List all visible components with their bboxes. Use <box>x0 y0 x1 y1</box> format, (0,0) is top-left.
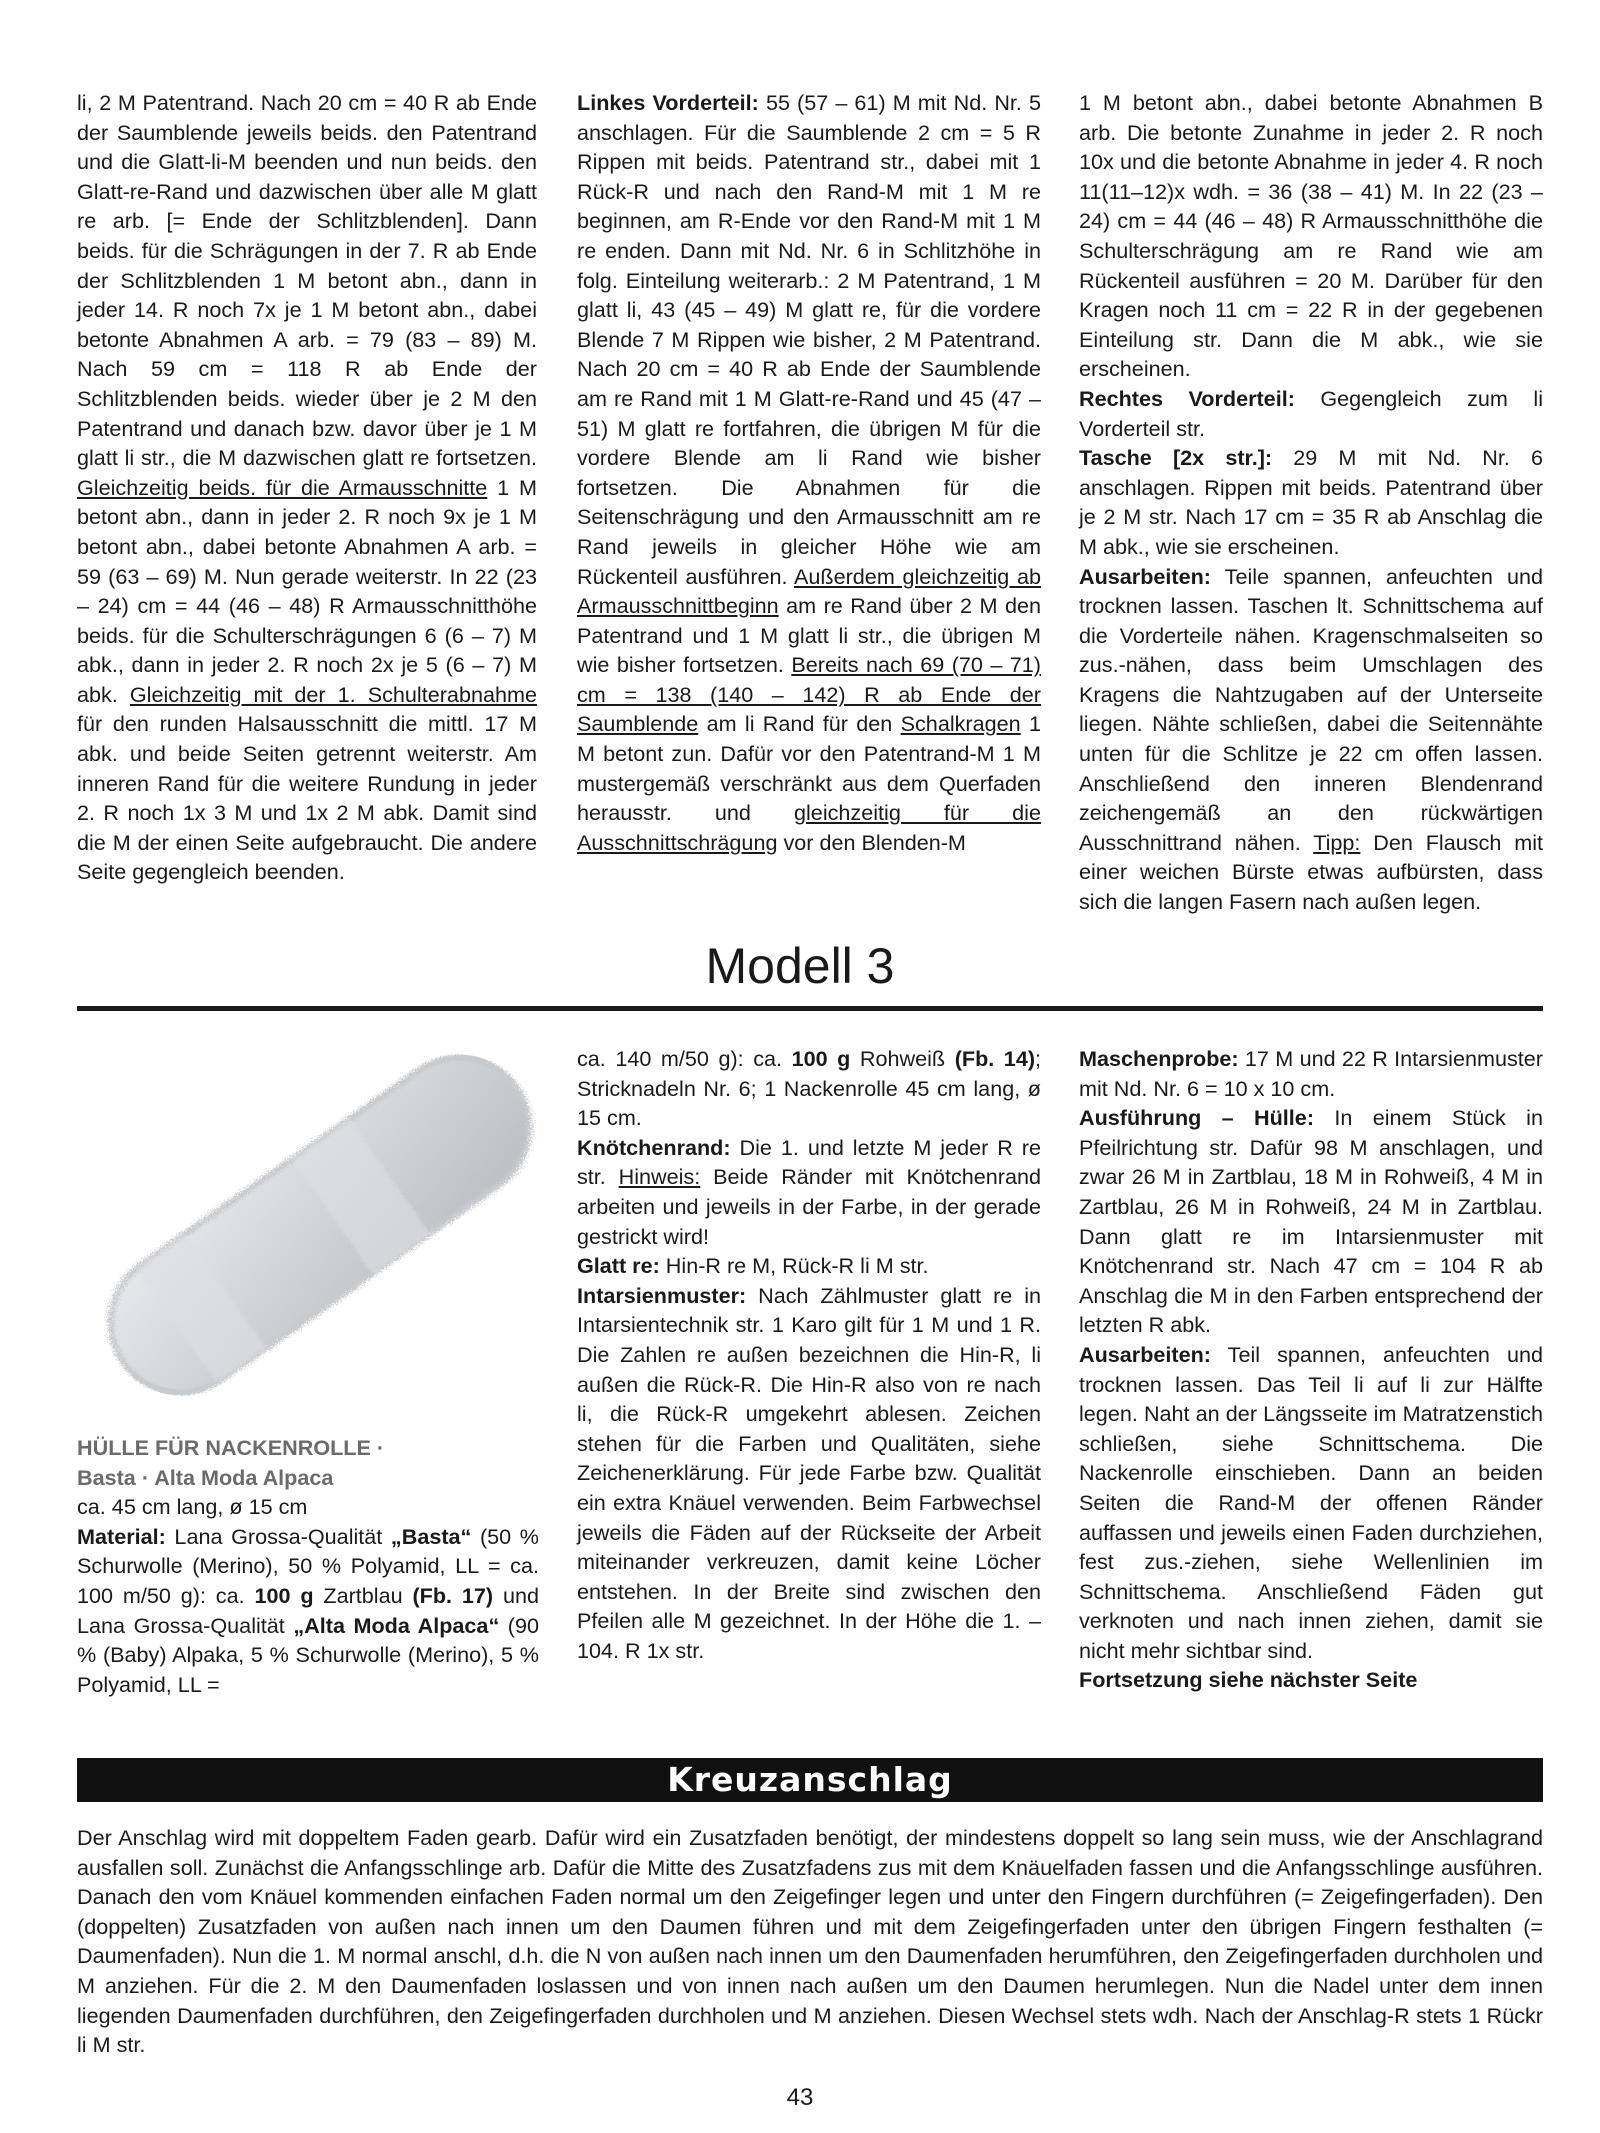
text: 1 M betont abn., dabei betonte Abnahmen B arb. Die betonte Zunahme in jeder 2. R noch 10x und die betonte Abnahme in jeder 4. R noch 11(11–12)x wdh. = 36 (38 – 41) M. In 22 (23 – 24) cm = 44 (46 – 48) R Armausschnitthöhe die Schulterschrägung am re Rand wie am Rückenteil ausführen = 20 M. Darüber für den Kragen noch 11 cm = 22 R in der gegebenen Einteilung str. Dann die M abk., wie sie erscheinen. <box>1079 90 1543 382</box>
caption-title: HÜLLE FÜR NACKENROLLE · <box>77 1435 385 1460</box>
color-code: (Fb. 14) <box>954 1046 1036 1071</box>
paragraph <box>577 88 1041 857</box>
text: 1 M betont zun. Dafür vor den Patentrand-M 1 M mustergemäß verschränkt aus dem Querfaden herausstr. und <box>577 711 1041 826</box>
text: 17 M und 22 R Intarsienmuster mit Nd. Nr. 6 = 10 x 10 cm. <box>1079 1046 1543 1101</box>
text: Nach Zählmuster glatt re in Intarsientechnik str. 1 Karo gilt für 1 M und 1 R. Die Zahlen re außen bezeichnen die Hin-R, li außen die Rück-R. Die Hin-R also von re nach li, die Rück-R umgekehrt ablesen. Zeichen stehen für die Farben und Qualitäten, siehe Zeichenerklärung. Für jede Farbe bzw. Qualität ein extra Knäuel verwenden. Beim Farbwechsel jeweils die Fäden auf der Rückseite der Arbeit miteinander verkreuzen, damit keine Löcher entstehen. In der Breite sind zwischen den Pfeilen alle M gezeichnet. In der Höhe die 1. – 104. R 1x str. <box>577 1282 1041 1663</box>
section-title: Modell 3 <box>705 938 895 994</box>
paragraph <box>577 1281 1041 1666</box>
column-instructions <box>1079 1044 1543 1695</box>
text: für den runden Halsausschnitt die mittl. 17 M abk. und beide Seiten getrennt weiterstr. Am inneren Rand für die weitere Rundung in jeder 2. R noch 1x 3 M und 1x 2 M abk. Damit sind die M der einen Seite aufgebraucht. Die andere Seite gegengleich beenden. <box>77 711 537 885</box>
text: 29 M mit Nd. Nr. 6 anschlagen. Rippen mit beids. Patentrand über je 2 M str. Nach 17 cm = 35 R ab Anschlag die M abk., wie sie erscheinen. <box>1079 445 1543 559</box>
paragraph <box>77 88 537 887</box>
emphasis: Schalkragen <box>900 711 1021 737</box>
paragraph <box>1079 384 1543 443</box>
section-label: Ausarbeiten: <box>1079 563 1211 589</box>
column-finishing <box>1079 88 1543 917</box>
quantity: 100 g <box>254 1582 314 1608</box>
section-label: Material: <box>77 1523 166 1549</box>
text: ca. 140 m/50 g): ca. <box>577 1046 792 1071</box>
text: am li Rand für den <box>698 711 901 737</box>
color-code: (Fb. 17) <box>412 1582 494 1608</box>
text: In einem Stück in Pfeilrichtung str. Dafür 98 M anschlagen, und zwar 26 M in Zartblau, 18 M in Rohweiß, 4 M in Zartblau, 26 M in Rohweiß, 24 M in Zartblau. Dann glatt re im Intarsienmuster mit Knötchenrand str. Nach 47 cm = 104 R ab Anschlag die M in den Farben entsprechend der letzten R abk. <box>1079 1105 1543 1338</box>
text: Zartblau <box>313 1582 413 1608</box>
text: vor den Blenden-M <box>777 829 966 855</box>
yarn-name: „Alta Moda Alpaca“ <box>293 1612 500 1638</box>
paragraph <box>1079 88 1543 384</box>
text: (90 % (Baby) Alpaka, 5 % Schurwolle (Merino), 5 % Polyamid, LL = <box>77 1612 540 1697</box>
kreuzanschlag-text: Der Anschlag wird mit doppeltem Faden gearb. Dafür wird ein Zusatzfaden benötigt, der mindestens doppelt so lang sein muss, wie der Anschlagrand ausfallen soll. Zunächst die Anfangsschlinge arb. Dafür die Mitte des Zusatzfadens zus mit dem Knäuelfaden fassen und die Anfangsschlinge ausführen. Danach den vom Knäuel kommenden einfachen Faden normal um den Zeigefinger legen und unter den Fingern durchführen (= Zeigefingerfaden). Den (doppelten) Zusatzfaden von außen nach innen um den Daumen führen und mit dem Zeigefingerfaden unter den übrigen Fingern festhalten (= Daumenfaden). Nun die 1. M normal anschl, d.h. die N von außen nach innen um den Daumenfaden herumführen, den Zeigefingerfaden durchholen und M anziehen. Für die 2. M den Daumenfaden loslassen und von innen nach außen um den Daumen herumlegen. Nun die Nadel unter dem innen liegenden Daumenfaden durchführen, den Zeigefingerfaden durchholen und M anziehen. Diesen Wechsel stets wdh. Nach der Anschlag-R stets 1 Rückr li M str. <box>77 1825 1543 2058</box>
column-back-piece <box>77 88 537 887</box>
section-divider <box>77 1006 1543 1011</box>
emphasis: Gleichzeitig mit der 1. Schulterabnahme <box>129 681 537 707</box>
column-patterns <box>577 1044 1041 1665</box>
neck-roll-photo <box>90 1030 550 1420</box>
column-left-front <box>577 88 1041 857</box>
quantity: 100 g <box>791 1046 851 1071</box>
emphasis: Tipp: <box>1313 829 1361 855</box>
text: und Lana Grossa-Qualität <box>77 1582 540 1638</box>
text: 55 (57 – 61) M mit Nd. Nr. 5 anschlagen. Für die Saumblende 2 cm = 5 R Rippen mit beids. Patentrand str., dabei mit 1 Rück-R und nach den Rand-M mit 1 M re beginnen, am R-Ende vor den Rand-M mit 1 M re enden. Dann mit Nd. Nr. 6 in Schlitzhöhe in folg. Einteilung weiterarb.: 2 M Patentrand, 1 M glatt li, 43 (45 – 49) M glatt re, für die vordere Blende 7 M Rippen wie bisher, 2 M Patentrand. Nach 20 cm = 40 R ab Ende der Saumblende am re Rand mit 1 M Glatt-re-Rand und 45 (47 – 51) M glatt re fortfahren, die übrigen M für die vordere Blende am li Rand wie bisher fortsetzen. Die Abnahmen für die Seitenschrägung und den Armausschnitt am re Rand jeweils in gleicher Höhe wie am Rückenteil ausführen. <box>577 90 1041 589</box>
yarn-name: „Basta“ <box>390 1523 472 1549</box>
page-number: 43 <box>786 2084 814 2111</box>
text: 1 M betont abn., dann in jeder 2. R noch 9x je 1 M betont abn., dabei betonte Abnahmen A arb. = 59 (63 – 69) M. Nun gerade weiterstr. In 22 (23 – 24) cm = 44 (46 – 48) R Armausschnitthöhe beids. für die Schulterschrägungen 6 (6 – 7) M abk., dann in jeder 2. R noch 2x je 5 (6 – 7) M abk. <box>77 474 537 707</box>
text: Beide Ränder mit Knötchenrand arbeiten und jeweils in der Farbe, in der gerade gestrickt wird! <box>577 1164 1041 1249</box>
section-label: Rechtes Vorderteil: <box>1079 385 1295 411</box>
section-label: Maschenprobe: <box>1079 1046 1239 1071</box>
paragraph <box>1079 443 1543 561</box>
caption-subtitle: Basta · Alta Moda Alpaca <box>77 1464 334 1490</box>
continue-note: Fortsetzung siehe nächster Seite <box>1079 1667 1418 1693</box>
paragraph <box>1079 1340 1543 1666</box>
column-materials <box>77 1433 539 1699</box>
section-label: Knötchenrand: <box>577 1134 731 1160</box>
text: Lana Grossa-Qualität <box>165 1523 391 1549</box>
section-label: Glatt re: <box>577 1253 660 1279</box>
paragraph <box>1079 1665 1543 1695</box>
paragraph <box>1079 562 1543 917</box>
size-line: ca. 45 cm lang, ø 15 cm <box>77 1494 308 1520</box>
text: Die 1. und letzte M jeder R re str. <box>577 1134 1041 1190</box>
text: Hin-R re M, Rück-R li M str. <box>659 1253 929 1279</box>
text: Gegengleich zum li Vorderteil str. <box>1079 385 1543 441</box>
section-label: Linkes Vorderteil: <box>577 90 759 115</box>
emphasis: gleichzeitig für die Ausschnittschrägung <box>577 800 1041 855</box>
emphasis: Außerdem gleichzeitig ab Armausschnittbeginn <box>577 563 1041 619</box>
paragraph <box>1079 1103 1543 1340</box>
text: ; Stricknadeln Nr. 6; 1 Nackenrolle 45 cm lang, ø 15 cm. <box>577 1046 1042 1131</box>
paragraph <box>77 1522 539 1700</box>
paragraph <box>577 1133 1041 1251</box>
paragraph <box>1079 1044 1543 1103</box>
text: li, 2 M Patentrand. Nach 20 cm = 40 R ab Ende der Saumblende jeweils beids. den Patentrand und die Glatt-li-M beenden und nun beids. den Glatt-re-Rand und dazwischen über alle M glatt re arb. [= Ende der Schlitzblenden]. Dann beids. für die Schrägungen in der 7. R ab Ende der Schlitzblenden 1 M betont abn., dann in jeder 14. R noch 7x je 1 M betont abn., dabei betonte Abnahmen A arb. = 79 (83 – 89) M. Nach 59 cm = 118 R ab Ende der Schlitzblenden beids. wieder über je 2 M den Patentrand und danach bzw. davor über je 1 M glatt li str., die M dazwischen glatt re fortsetzen. <box>77 90 537 471</box>
text: Den Flausch mit einer weichen Bürste etwas aufbürsten, dass sich die langen Fasern nach außen legen. <box>1079 829 1543 915</box>
kreuzanschlag-banner: Kreuzanschlag <box>77 1758 1543 1802</box>
paragraph <box>577 1251 1041 1281</box>
text: Teil spannen, anfeuchten und trocknen lassen. Das Teil li auf li zur Hälfte legen. Naht an der Längsseite im Matratzenstich schließen, siehe Schnittschema. Die Nackenrolle einschieben. Dann an beiden Seiten die Rand-M der offenen Ränder auffassen und jeweils einen Faden durchziehen, fest zus.-ziehen, siehe Wellenlinien im Schnittschema. Anschließend Fäden gut verknoten und nach innen ziehen, damit sie nicht mehr sichtbar sind. <box>1079 1341 1543 1663</box>
text: (50 % Schurwolle (Merino), 50 % Polyamid, LL = ca. 100 m/50 g): ca. <box>77 1523 539 1608</box>
text: Rohweiß <box>850 1046 955 1071</box>
section-label: Tasche [2x str.]: <box>1079 445 1273 471</box>
emphasis: Bereits nach 69 (70 – 71) cm = 138 (140 – 142) R ab Ende der Saumblende <box>577 652 1041 737</box>
paragraph <box>577 1044 1041 1133</box>
text: Teile spannen, anfeuchten und trocknen lassen. Taschen lt. Schnittschema auf die Vorderteile nähen. Kragenschmalseiten so zus.-nähen, dass beim Umschlagen des Kragens die Nahtzugaben auf der Unterseite liegen. Nähte schließen, dabei die Seitennähte unten für die Schlitze je 22 cm offen lassen. Anschließend den inneren Blendenrand zeichengemäß an den rückwärtigen Ausschnittrand nähen. <box>1079 563 1543 855</box>
section-label: Ausarbeiten: <box>1079 1341 1211 1367</box>
section-label: Ausführung – Hülle: <box>1079 1105 1315 1131</box>
text: am re Rand über 2 M den Patentrand und 1 M glatt li str., die übrigen M wie bisher fortsetzen. <box>577 593 1041 678</box>
emphasis: Gleichzeitig beids. für die Armausschnitte <box>77 474 488 500</box>
emphasis: Hinweis: <box>618 1164 701 1190</box>
section-label: Intarsienmuster: <box>577 1282 747 1308</box>
